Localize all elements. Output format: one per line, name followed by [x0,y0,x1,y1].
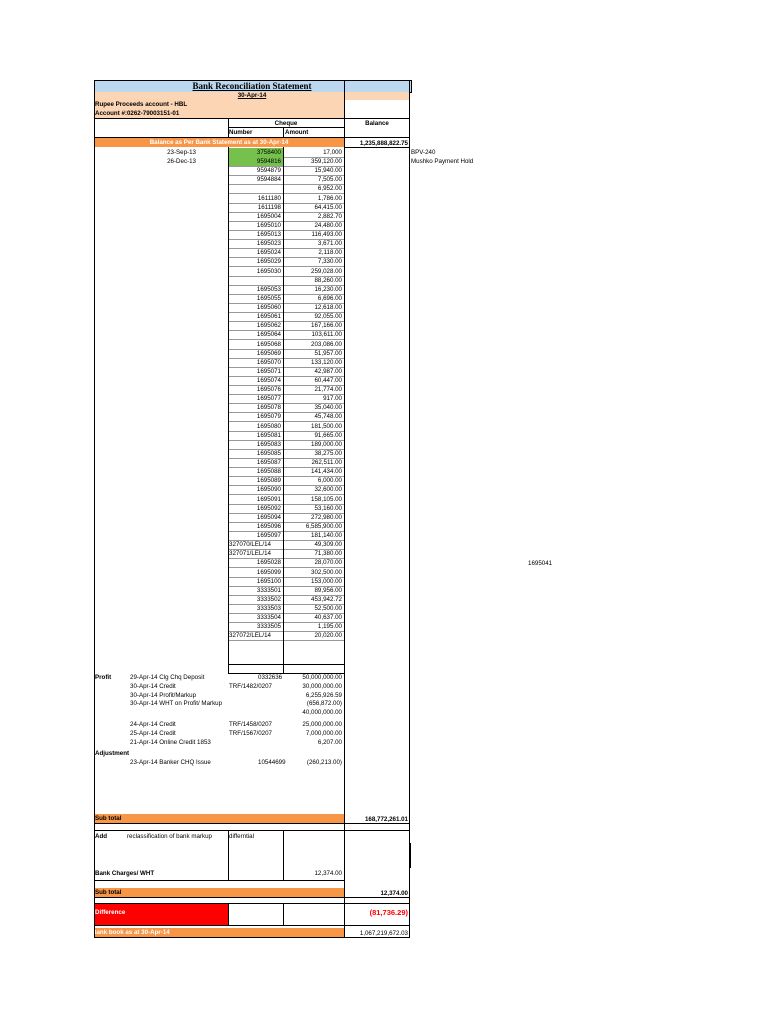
grid-h-diff-end [94,925,410,926]
cheque-date: 26-Dec-13 [167,158,196,166]
cheque-number: 1695087 [256,459,281,467]
adjustment-label: Adjustment [95,750,130,757]
grid-h-subtotal [94,823,410,824]
cheque-number: 1695077 [256,395,281,403]
add-ref: differntial [229,833,254,840]
grid-diff-left [228,903,229,925]
cheque-number: 1695085 [256,449,281,457]
difference-label: Difference [95,909,126,916]
cheque-number: 1695030 [256,267,281,275]
cheque-number: 1695090 [256,486,281,494]
balance-header: Balance [365,120,389,127]
cheque-amount: 40,637.00 [314,614,342,622]
cheque-amount: 6,585,900.00 [305,522,342,530]
subtotal-label: Sub total [95,815,122,822]
grid-h-cheque-end2 [228,673,344,674]
cheque-amount: 2,118.00 [318,249,342,257]
amount-header: Amount [285,129,309,136]
cheque-amount: 35,040.00 [314,404,342,412]
cheque-number: 1695069 [256,349,281,357]
cheque-number: 3333503 [256,605,281,612]
cheque-amount: 3,671.00 [317,240,342,248]
cheque-amount: 42,987.00 [314,367,342,375]
statement-date: 30-Apr-14 [237,92,267,99]
cheque-amount: 103,611.00 [311,331,342,339]
profit-amount: 50,000,000.00 [302,674,342,681]
cheque-amount: 49,309.00 [314,541,342,549]
cheque-number: 1611180 [257,194,281,202]
cheque-number: 9594816 [256,158,281,166]
cheque-amount: 21,774.00 [314,386,342,394]
cheque-number: 1695004 [256,212,281,220]
bank-charges-label: Bank Charges/ WHT [95,870,155,877]
grid-cheque-left-top [228,119,229,138]
profit-desc: 25-Apr-14 Credit [130,729,176,737]
bank-statement-label: Balance as Per Bank Statement as at 30-Apr-14 [149,139,289,146]
cheque-number: 1695055 [256,294,281,302]
grid-amount-left [283,147,284,673]
grid-h-header-bottom [94,137,410,138]
cheque-note: Mushko Payment Hold [411,158,474,166]
cheque-amount: 116,493.00 [311,231,342,239]
cheque-amount: 189,000.00 [311,440,342,448]
cheque-number: 1695081 [256,431,281,439]
cheque-number: 1695076 [256,386,281,394]
profit-amount: 30,000,000.00 [302,682,342,690]
cheque-amount: 92,055.00 [314,313,342,321]
cheque-amount: 24,480.00 [314,221,342,229]
cheque-number: 3758400 [256,149,281,156]
cheque-amount: 38,275.00 [314,449,342,457]
cheque-number: 1695068 [256,340,281,348]
cheque-amount: 302,500.00 [311,568,342,576]
cheque-amount: 28,070.00 [314,559,342,567]
cheque-number: 1695028 [256,559,281,567]
grid-add-mid [283,830,284,880]
cheque-number: 9594884 [256,176,281,184]
adjustment-desc: 23-Apr-14 Banker CHQ Issue [130,759,211,766]
grid-balance-left [344,80,345,937]
cheque-amount: 7,330.00 [317,258,342,266]
bank-charges-amount: 12,374.00 [314,870,342,877]
cheque-amount: 272,980.00 [311,513,342,521]
cheque-amount: 453,942.72 [311,595,342,603]
add-label: Add [95,833,108,840]
cheque-number: 1695088 [256,468,281,476]
grid-number-left [228,147,229,673]
cheque-amount: 133,120.00 [311,358,342,366]
profit-amount: 40,000,000.00 [302,709,342,717]
cheque-amount: 53,160.00 [314,504,342,512]
cheque-number: 1695096 [256,522,281,530]
cheque-amount: 917.00 [323,395,342,403]
grid-diff-mid [283,903,284,925]
cheque-number: 1695024 [256,249,281,257]
cheque-number: 9594879 [256,167,281,175]
cheque-number: 3333501 [256,586,281,594]
adjustment-ref: 10544699 [258,759,286,766]
cheque-amount: 153,000.00 [311,577,342,585]
cheque-amount: 181,140.00 [311,532,342,540]
cheque-amount: 17,000 [323,149,342,156]
cheque-number: 1695029 [256,258,281,266]
cheque-note: BPV-240 [411,149,436,156]
profit-amount: 7,000,000.00 [305,729,342,737]
subtotal-value: 168,772,261.01 [364,816,408,823]
cheque-amount: 32,600.00 [314,486,342,494]
account-number: Account #:0262-79003151-01 [95,110,180,117]
cheque-number: 1695083 [256,440,281,448]
add-desc: reclassification of bank markup [127,833,212,840]
cheque-amount: 88,260.00 [314,276,342,284]
cheque-number: 1695010 [256,221,281,229]
profit-desc: 30-Apr-14 Profit/Markup [130,691,197,699]
cheque-header: Cheque [274,120,298,127]
cheque-amount: 1,195.00 [317,623,342,631]
cheque-number: 1695078 [256,404,281,412]
grid-h-subtotal2 [94,897,410,898]
profit-amount: 25,000,000.00 [302,721,342,728]
cheque-amount: 71,380.00 [314,550,342,558]
grid-h-balance [344,147,410,148]
cheque-amount: 158,105.00 [311,495,342,503]
cheque-number: 1695053 [256,285,281,293]
cheque-note: 1695041 [528,559,553,567]
profit-desc: 30-Apr-14 Credit [130,682,176,690]
grid-h-bottom [94,937,410,938]
grid-h-diff [94,903,410,904]
cheque-number: 1695092 [256,504,281,512]
cheque-amount: 259,028.00 [311,267,342,275]
cheque-amount: 7,505.00 [317,176,342,184]
grid-add-left [228,830,229,880]
cheque-row-line [228,640,344,641]
cheque-amount: 16,230.00 [314,285,342,293]
profit-amount: 6,207.00 [317,738,342,746]
cheque-amount: 6,952.00 [317,185,342,193]
grid-balance-right [409,80,410,937]
profit-ref: TRF/1458/0207 [229,721,272,728]
number-header: Number [229,129,253,136]
difference-value: (81,736.29) [369,908,408,917]
cheque-number: 1695023 [256,240,281,248]
profit-desc: 29-Apr-14 Clg Chq Deposit [130,674,205,681]
adjustment-amount: (260,213.00) [306,759,342,766]
cheque-amount: 203,086.00 [311,340,342,348]
cheque-amount: 60,447.00 [314,377,342,384]
cheque-number: 327070/LEL/14 [229,541,271,549]
bank-statement-balance: 1,235,888,822.75 [359,140,408,147]
cheque-amount: 15,940.00 [314,167,342,175]
cheque-number: 1695094 [256,513,281,521]
cheque-amount: 52,500.00 [314,605,342,612]
profit-label: Profit [95,674,112,681]
page-title: Bank Reconciliation Statement [192,81,312,91]
cheque-amount: 2,882.70 [317,212,342,220]
grid-left [94,80,95,937]
cheque-number: 1695080 [256,422,281,430]
cheque-number: 1695062 [256,322,281,330]
cheque-number: 1695061 [256,313,281,321]
cheque-number: 1695071 [256,367,281,375]
profit-ref: TRF/1482/0207 [229,682,272,690]
cheque-number: 1695079 [256,413,281,421]
grid-h-add-end [94,880,344,881]
bank-book-label: Bank book as at 30-Apr-14 [92,929,170,936]
cheque-number: 1611198 [257,203,281,211]
cheque-number: 327071/LEL/14 [229,550,271,558]
cheque-amount: 51,957.00 [314,349,342,357]
cheque-number: 3333502 [256,595,281,603]
grid-h-cheque [228,127,344,128]
cheque-number: 327072/LEL/14 [229,632,271,640]
cheque-date: 23-Sep-13 [167,149,196,156]
grid-h-add [94,830,410,831]
cheque-amount: 167,166.00 [311,322,342,330]
cheque-number: 1695097 [256,532,281,540]
cheque-number: 1695064 [256,331,281,339]
grid-h-header [94,118,410,119]
cheque-amount: 12,618.00 [314,304,342,312]
cheque-number: 1695099 [256,568,281,576]
cheque-amount: 181,500.00 [311,422,342,430]
subtotal2-label: Sub total [95,889,122,896]
cheque-amount: 141,434.00 [311,468,342,476]
profit-ref: TRF/1567/0207 [229,729,272,737]
cheque-amount: 64,415.00 [314,203,342,211]
cheque-number: 1695074 [256,377,281,384]
profit-amount: 6,255,926.59 [305,691,342,699]
cheque-amount: 6,696.00 [317,294,342,302]
cheque-amount: 45,748.00 [314,413,342,421]
cheque-number: 1695013 [256,231,281,239]
subtotal2-value: 12,374.00 [380,890,408,897]
cheque-number: 1695070 [256,358,281,366]
cheque-amount: 1,786.00 [317,194,342,202]
cheque-number: 3333504 [256,614,281,622]
profit-desc: 30-Apr-14 WHT on Profit/ Markup [130,700,223,708]
subtotal2-band [94,888,344,897]
cheque-amount: 359,120.00 [311,158,342,166]
account-name: Rupee Proceeds account - HBL [95,101,188,108]
cheque-number: 1695089 [256,477,281,485]
grid-add-right [410,843,411,868]
cheque-number: 3333505 [256,623,281,631]
cheque-amount: 262,511.00 [311,459,342,467]
grid-h-cheque-end [228,664,344,665]
cheque-number: 1695100 [256,577,281,585]
profit-desc: 24-Apr-14 Credit [130,721,176,728]
subtotal-band [94,814,344,823]
cheque-amount: 6,000.00 [317,477,342,485]
cheque-number: 1695091 [256,495,281,503]
cheque-amount: 89,956.00 [314,586,342,594]
profit-desc: 21-Apr-14 Online Credit 1853 [130,738,211,746]
profit-amount: (656,872.00) [306,700,342,708]
profit-ref: 0332636 [258,674,283,681]
bank-book-value: 1,067,219,672.03 [359,930,408,937]
cheque-amount: 91,665.00 [314,431,342,439]
cheque-number: 1695060 [256,304,281,312]
cheque-amount: 20,020.00 [314,632,342,640]
